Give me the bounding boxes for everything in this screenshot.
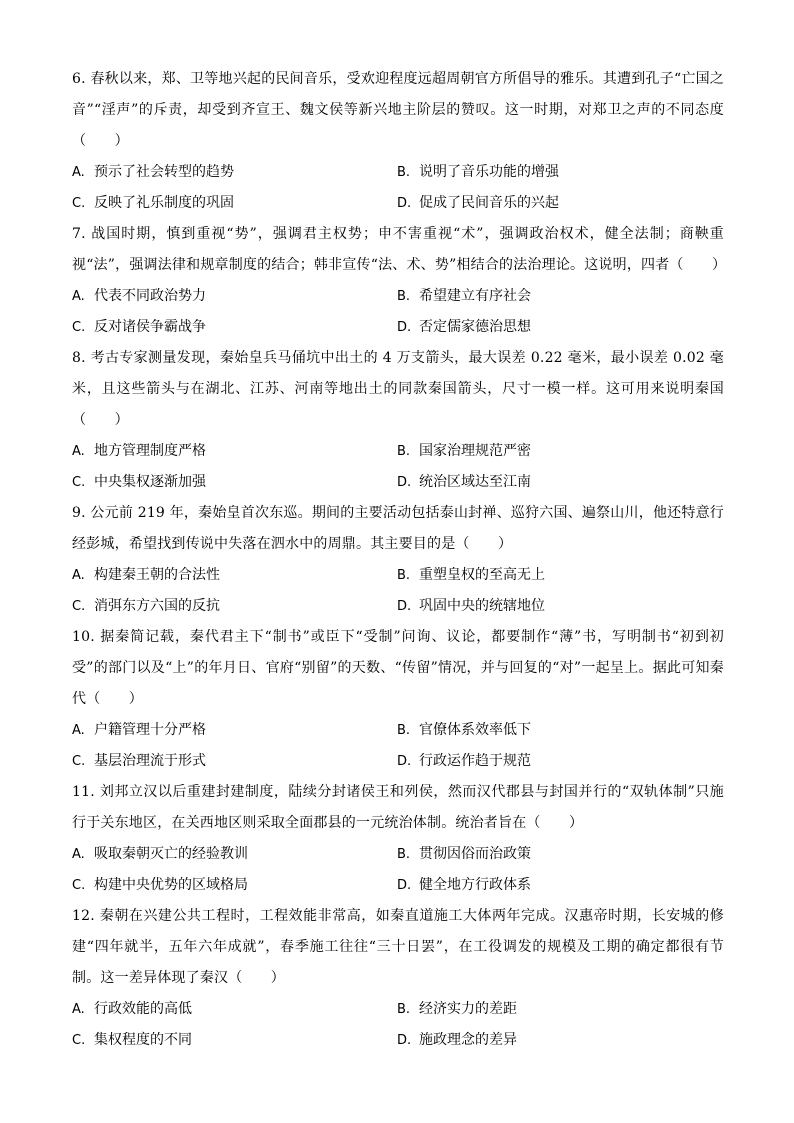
option-letter: D.: [397, 754, 412, 769]
question-10: [72, 622, 724, 777]
option-letter: A.: [72, 289, 85, 304]
option-text: 预示了社会转型的趋势: [94, 164, 234, 180]
question-stem: 6. 春秋以来，郑、卫等地兴起的民间音乐，受欢迎程度远超周朝官方所倡导的雅乐。其遭到孔子“亡国之音”“淫声”的斥责，却受到齐宣王、魏文侯等新兴地主阶层的赞叹。这一时期，对郑卫之声的不同态度（ ）: [72, 71, 724, 149]
option-letter: B.: [397, 444, 411, 459]
option-letter: D.: [397, 475, 412, 490]
question-11: [72, 777, 724, 901]
option-text: 行政效能的高低: [94, 1001, 192, 1017]
option-b: [397, 839, 724, 870]
option-a: [72, 994, 397, 1025]
option-letter: D.: [397, 1033, 412, 1048]
option-text: 户籍管理十分严格: [94, 722, 206, 738]
option-letter: A.: [72, 568, 85, 583]
option-c: [72, 312, 397, 343]
option-text: 基层治理流于形式: [94, 753, 206, 769]
option-d: [397, 1025, 724, 1056]
option-letter: A.: [72, 165, 85, 180]
option-letter: B.: [397, 723, 411, 738]
option-d: [397, 188, 724, 219]
option-text: 构建秦王朝的合法性: [94, 567, 220, 583]
option-grid: [72, 157, 724, 219]
option-text: 施政理念的差异: [419, 1032, 517, 1048]
option-text: 消弭东方六国的反抗: [94, 598, 220, 614]
option-letter: B.: [397, 568, 411, 583]
option-text: 吸取秦朝灭亡的经验教训: [94, 846, 248, 862]
option-text: 重塑皇权的至高无上: [419, 567, 545, 583]
option-grid: [72, 281, 724, 343]
option-letter: A.: [72, 444, 85, 459]
option-a: [72, 157, 397, 188]
option-grid: [72, 436, 724, 498]
option-letter: D.: [397, 320, 412, 335]
option-a: [72, 560, 397, 591]
option-b: [397, 436, 724, 467]
option-c: [72, 1025, 397, 1056]
option-b: [397, 715, 724, 746]
option-letter: C.: [72, 320, 86, 335]
option-text: 统治区域达至江南: [419, 474, 531, 490]
option-text: 经济实力的差距: [419, 1001, 517, 1017]
option-a: [72, 715, 397, 746]
option-d: [397, 467, 724, 498]
option-text: 国家治理规范严密: [419, 443, 531, 459]
option-letter: A.: [72, 723, 85, 738]
option-text: 行政运作趋于规范: [419, 753, 531, 769]
option-text: 构建中央优势的区域格局: [94, 877, 248, 893]
question-stem: 12. 秦朝在兴建公共工程时，工程效能非常高，如秦直道施工大体两年完成。汉惠帝时期，长安城的修建“四年就半，五年六年成就”，春季施工往往“三十日罢”，在工役调发的规模及工期的确定都很有节制。这一差异体现了秦汉（ ）: [72, 908, 724, 986]
question-stem: 11. 刘邦立汉以后重建封建制度，陆续分封诸侯王和列侯，然而汉代郡县与封国并行的“双轨体制”只施行于关东地区，在关西地区则采取全面郡县的一元统治体制。统治者旨在（ ）: [72, 784, 724, 831]
question-stem: 7. 战国时期，慎到重视“势”，强调君主权势；申不害重视“术”，强调政治权术，健全法制；商鞅重视“法”，强调法律和规章制度的结合；韩非宣传“法、术、势”相结合的法治理论。这说明，四者（ ）: [72, 226, 727, 273]
option-grid: [72, 994, 724, 1056]
option-letter: B.: [397, 165, 411, 180]
option-text: 说明了音乐功能的增强: [419, 164, 559, 180]
option-letter: C.: [72, 599, 86, 614]
option-text: 促成了民间音乐的兴起: [419, 195, 559, 211]
option-letter: C.: [72, 878, 86, 893]
option-a: [72, 839, 397, 870]
option-text: 反映了礼乐制度的巩固: [94, 195, 234, 211]
option-grid: [72, 560, 724, 622]
question-stem: 9. 公元前 219 年，秦始皇首次东巡。期间的主要活动包括泰山封禅、巡狩六国、遍祭山川，他还特意行经彭城，希望找到传说中失落在泗水中的周鼎。其主要目的是（ ）: [72, 505, 724, 552]
option-text: 官僚体系效率低下: [419, 722, 531, 738]
option-text: 集权程度的不同: [94, 1032, 192, 1048]
option-d: [397, 591, 724, 622]
option-letter: D.: [397, 599, 412, 614]
option-d: [397, 746, 724, 777]
option-c: [72, 188, 397, 219]
option-letter: C.: [72, 475, 86, 490]
option-letter: B.: [397, 847, 411, 862]
question-stem: 10. 据秦简记载，秦代君主下“制书”或臣下“受制”问询、议论，都要制作“薄”书，写明制书“初到初受”的部门以及“上”的年月日、官府“别留”的天数、“传留”情况，并与回复的“对”一起呈上。据此可知秦代（ ）: [72, 629, 724, 707]
option-text: 巩固中央的统辖地位: [419, 598, 545, 614]
option-text: 贯彻因俗而治政策: [419, 846, 531, 862]
option-d: [397, 312, 724, 343]
option-c: [72, 467, 397, 498]
question-9: [72, 498, 724, 622]
option-letter: C.: [72, 754, 86, 769]
option-c: [72, 870, 397, 901]
option-text: 健全地方行政体系: [419, 877, 531, 893]
option-letter: A.: [72, 847, 85, 862]
option-b: [397, 994, 724, 1025]
option-text: 否定儒家德治思想: [419, 319, 531, 335]
option-text: 反对诸侯争霸战争: [94, 319, 206, 335]
option-grid: [72, 839, 724, 901]
option-letter: B.: [397, 289, 411, 304]
option-text: 希望建立有序社会: [419, 288, 531, 304]
option-c: [72, 591, 397, 622]
option-letter: C.: [72, 196, 86, 211]
option-b: [397, 560, 724, 591]
option-text: 中央集权逐渐加强: [94, 474, 206, 490]
option-b: [397, 281, 724, 312]
question-8: [72, 343, 724, 498]
question-list: [72, 64, 727, 1056]
option-b: [397, 157, 724, 188]
question-6: [72, 64, 724, 219]
option-d: [397, 870, 724, 901]
option-a: [72, 281, 397, 312]
option-letter: A.: [72, 1002, 85, 1017]
option-text: 代表不同政治势力: [94, 288, 206, 304]
option-letter: D.: [397, 196, 412, 211]
question-7: [72, 219, 727, 343]
option-a: [72, 436, 397, 467]
option-letter: B.: [397, 1002, 411, 1017]
option-c: [72, 746, 397, 777]
option-text: 地方管理制度严格: [94, 443, 206, 459]
option-grid: [72, 715, 724, 777]
option-letter: C.: [72, 1033, 86, 1048]
question-stem: 8. 考古专家测量发现，秦始皇兵马俑坑中出土的 4 万支箭头，最大误差 0.22 毫米，最小误差 0.02 毫米，且这些箭头与在湖北、江苏、河南等地出土的同款秦国箭头，尺寸一模一样。这可用来说明秦国（ ）: [72, 350, 724, 428]
question-12: [72, 901, 724, 1056]
option-letter: D.: [397, 878, 412, 893]
